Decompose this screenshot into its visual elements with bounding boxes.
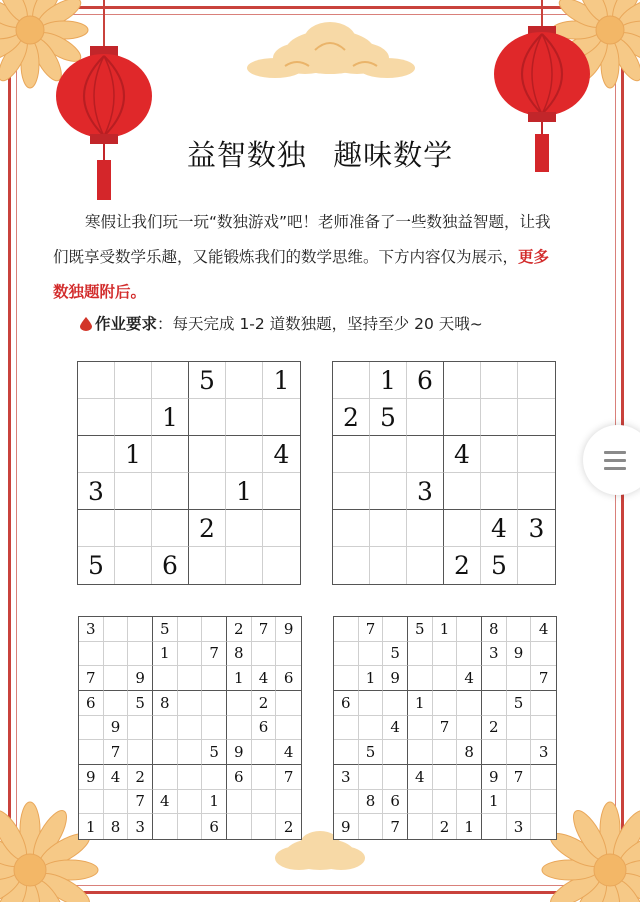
sudoku-cell — [263, 399, 300, 436]
sudoku-cell — [78, 362, 115, 399]
sudoku-cell — [457, 617, 482, 642]
sudoku-cell: 2 — [283, 817, 294, 836]
sudoku-cell: 3 — [482, 642, 507, 667]
sudoku-cell: 3 — [79, 617, 104, 642]
sudoku-cell — [359, 716, 384, 741]
sudoku-cell: 4 — [444, 436, 481, 473]
sudoku-cell: 4 — [263, 436, 300, 473]
sudoku-cell — [383, 617, 408, 642]
sudoku-cell: 9 — [334, 814, 359, 839]
sudoku-cell — [189, 473, 226, 510]
sudoku-cell — [334, 642, 359, 667]
sudoku-cell: 6 — [152, 547, 189, 584]
sudoku-cell: 9 — [276, 617, 301, 642]
sudoku-cell — [189, 547, 226, 584]
homework-requirement — [80, 312, 600, 334]
sudoku-cell — [178, 617, 203, 642]
sudoku-cell — [227, 716, 252, 741]
sudoku-cell — [276, 691, 301, 716]
sudoku-cell — [227, 691, 252, 716]
sudoku-cell: 6 — [383, 790, 408, 815]
sudoku-cell: 4 — [481, 510, 518, 547]
sudoku-cell: 5 — [507, 691, 532, 716]
sudoku-cell — [433, 740, 458, 765]
sudoku-cell — [333, 362, 370, 399]
sudoku-cell — [457, 642, 482, 667]
menu-icon-bar — [604, 467, 626, 470]
sudoku-cell — [178, 765, 203, 790]
sudoku-cell — [370, 436, 407, 473]
sudoku-cell — [531, 790, 556, 815]
sudoku-cell — [444, 510, 481, 547]
sudoku-cell — [104, 617, 129, 642]
sudoku-cell — [507, 716, 532, 741]
sudoku-cell: 2 — [333, 399, 370, 436]
sudoku-cell — [334, 617, 359, 642]
sudoku-cell — [359, 814, 384, 839]
sudoku-cell — [482, 740, 507, 765]
sudoku-cell: 1 — [227, 666, 252, 691]
sudoku-cell — [152, 436, 189, 473]
lantern-icon — [52, 0, 156, 205]
sudoku-cell — [252, 790, 277, 815]
sudoku-cell — [252, 765, 277, 790]
sudoku-cell: 3 — [128, 814, 153, 839]
sudoku-cell: 1 — [202, 790, 227, 815]
sudoku-cell — [128, 740, 153, 765]
sudoku-cell: 1 — [408, 691, 433, 716]
sudoku-cell — [189, 399, 226, 436]
sudoku-cell: 4 — [153, 790, 178, 815]
sudoku-cell: 2 — [433, 814, 458, 839]
intro-highlight: 更多数独题附后。 — [53, 248, 550, 301]
sudoku-cell — [531, 691, 556, 716]
sudoku-cell: 1 — [226, 473, 263, 510]
sudoku-cell — [457, 765, 482, 790]
sudoku-cell — [79, 716, 104, 741]
sudoku-cell — [334, 790, 359, 815]
lantern-icon — [490, 0, 594, 205]
sudoku-cell — [153, 740, 178, 765]
sudoku-cell — [333, 473, 370, 510]
sudoku-cell — [178, 691, 203, 716]
sudoku-cell: 7 — [531, 666, 556, 691]
homework-text: ：每天完成 1-2 道数独题，坚持至少 20 天哦~ — [157, 315, 483, 333]
sudoku-cell — [407, 510, 444, 547]
sudoku-cell: 2 — [227, 617, 252, 642]
sudoku-cell: 7 — [433, 716, 458, 741]
sudoku-cell — [507, 617, 532, 642]
sudoku-cell: 9 — [507, 642, 532, 667]
sudoku-cell: 5 — [370, 399, 407, 436]
sudoku-cell: 8 — [104, 814, 129, 839]
sudoku-cell — [370, 547, 407, 584]
sudoku-cell — [263, 473, 300, 510]
sudoku-cell — [227, 790, 252, 815]
sudoku-grid-9x9 — [78, 616, 302, 840]
sudoku-cell — [79, 740, 104, 765]
sudoku-cell — [252, 814, 277, 839]
sudoku-cell: 3 — [518, 510, 555, 547]
sudoku-cell: 4 — [408, 765, 433, 790]
sudoku-cell: 9 — [383, 666, 408, 691]
sudoku-cell — [78, 399, 115, 436]
sudoku-cell: 5 — [481, 547, 518, 584]
sudoku-cell — [518, 436, 555, 473]
sudoku-cell: 5 — [408, 617, 433, 642]
sudoku-grid-9x9 — [333, 616, 557, 840]
sudoku-cell: 9 — [79, 765, 104, 790]
sudoku-cell: 2 — [128, 765, 153, 790]
drop-icon — [80, 317, 92, 331]
sudoku-cell — [518, 547, 555, 584]
sudoku-cell — [115, 510, 152, 547]
sudoku-cell — [481, 436, 518, 473]
sudoku-cell — [408, 814, 433, 839]
sudoku-cell — [333, 436, 370, 473]
sudoku-cell: 4 — [252, 666, 277, 691]
sudoku-cell: 6 — [276, 666, 301, 691]
sudoku-cell — [408, 790, 433, 815]
sudoku-cell — [359, 765, 384, 790]
sudoku-cell — [226, 399, 263, 436]
sudoku-cell — [79, 642, 104, 667]
sudoku-cell — [457, 716, 482, 741]
sudoku-cell — [407, 399, 444, 436]
sudoku-cell — [433, 666, 458, 691]
sudoku-cell: 1 — [263, 362, 300, 399]
sudoku-cell: 3 — [78, 473, 115, 510]
sudoku-cell: 7 — [202, 642, 227, 667]
sudoku-cell — [104, 691, 129, 716]
sudoku-cell: 5 — [383, 642, 408, 667]
sudoku-cell — [276, 642, 301, 667]
sudoku-cell — [128, 617, 153, 642]
sudoku-cell: 8 — [227, 642, 252, 667]
sudoku-cell — [383, 765, 408, 790]
sudoku-cell — [115, 362, 152, 399]
sudoku-cell: 9 — [227, 740, 252, 765]
sudoku-cell: 5 — [189, 362, 226, 399]
sudoku-cell: 6 — [202, 814, 227, 839]
sudoku-cell — [115, 473, 152, 510]
sudoku-cell: 2 — [444, 547, 481, 584]
sudoku-cell: 4 — [531, 617, 556, 642]
sudoku-cell: 2 — [482, 716, 507, 741]
sudoku-cell — [333, 547, 370, 584]
menu-icon-bar — [604, 459, 626, 462]
sudoku-cell: 3 — [507, 814, 532, 839]
intro-text: 寒假让我们玩一玩“数独游戏”吧！老师准备了一些数独益智题，让我们既享受数学乐趣，又能锻炼我们的数学思维。下方内容仅为展示， — [53, 213, 551, 266]
sudoku-cell: 8 — [359, 790, 384, 815]
sudoku-cell: 9 — [104, 716, 129, 741]
sudoku-cell — [408, 642, 433, 667]
sudoku-cell — [226, 547, 263, 584]
sudoku-cell: 6 — [334, 691, 359, 716]
sudoku-cell: 1 — [433, 617, 458, 642]
title-part-1: 益智数独 — [186, 138, 307, 172]
sudoku-cell — [457, 790, 482, 815]
sudoku-cell: 1 — [482, 790, 507, 815]
sudoku-cell — [481, 362, 518, 399]
sudoku-cell — [433, 790, 458, 815]
sudoku-cell — [334, 716, 359, 741]
sudoku-cell — [481, 399, 518, 436]
sudoku-cell — [152, 510, 189, 547]
sudoku-cell: 4 — [276, 740, 301, 765]
sudoku-cell — [334, 666, 359, 691]
sudoku-cell — [383, 740, 408, 765]
sudoku-cell — [153, 666, 178, 691]
homework-label: 作业要求 — [95, 315, 158, 333]
sudoku-cell — [518, 399, 555, 436]
sudoku-cell: 7 — [128, 790, 153, 815]
sudoku-cell — [252, 642, 277, 667]
sudoku-cell — [333, 510, 370, 547]
sudoku-cell — [531, 765, 556, 790]
sudoku-cell — [128, 716, 153, 741]
sudoku-cell — [263, 547, 300, 584]
sudoku-cell — [78, 510, 115, 547]
sudoku-cell — [481, 473, 518, 510]
sudoku-cell — [115, 547, 152, 584]
sudoku-cell: 5 — [202, 740, 227, 765]
sudoku-cell: 1 — [370, 362, 407, 399]
sudoku-cell: 3 — [334, 765, 359, 790]
sudoku-cell: 1 — [359, 666, 384, 691]
sudoku-cell: 1 — [152, 399, 189, 436]
sudoku-cell: 1 — [457, 814, 482, 839]
sudoku-cell: 3 — [531, 740, 556, 765]
sudoku-cell: 6 — [79, 691, 104, 716]
sudoku-cell — [178, 740, 203, 765]
sudoku-cell — [408, 666, 433, 691]
sudoku-cell: 7 — [79, 666, 104, 691]
sudoku-cell: 2 — [252, 691, 277, 716]
sudoku-cell — [276, 790, 301, 815]
sudoku-cell: 4 — [457, 666, 482, 691]
sudoku-cell — [189, 436, 226, 473]
sudoku-cell: 9 — [482, 765, 507, 790]
sudoku-cell — [482, 814, 507, 839]
sudoku-cell: 1 — [153, 642, 178, 667]
sudoku-cell — [433, 765, 458, 790]
sudoku-cell — [408, 716, 433, 741]
sudoku-cell: 1 — [115, 436, 152, 473]
sudoku-cell — [178, 790, 203, 815]
sudoku-grid-6x6 — [77, 361, 301, 585]
sudoku-grid-6x6 — [332, 361, 556, 585]
sudoku-cell — [226, 362, 263, 399]
sudoku-cell: 5 — [78, 547, 115, 584]
sudoku-cell: 8 — [482, 617, 507, 642]
sudoku-cell — [153, 814, 178, 839]
sudoku-cell — [226, 436, 263, 473]
sudoku-cell — [407, 547, 444, 584]
sudoku-cell — [178, 814, 203, 839]
sudoku-cell — [482, 666, 507, 691]
title-part-2: 趣味数学 — [333, 138, 454, 172]
sudoku-cell — [407, 436, 444, 473]
sudoku-cell — [433, 691, 458, 716]
sudoku-cell — [178, 716, 203, 741]
sudoku-cell: 6 — [407, 362, 444, 399]
sudoku-cell — [531, 814, 556, 839]
sudoku-cell — [334, 740, 359, 765]
sudoku-cell: 8 — [153, 691, 178, 716]
sudoku-cell — [444, 473, 481, 510]
sudoku-cell — [518, 473, 555, 510]
sudoku-cell — [359, 642, 384, 667]
sudoku-cell: 7 — [359, 617, 384, 642]
sudoku-cell — [507, 740, 532, 765]
sudoku-cell — [359, 691, 384, 716]
sudoku-cell: 5 — [359, 740, 384, 765]
sudoku-cell: 7 — [104, 740, 129, 765]
sudoku-cell — [104, 642, 129, 667]
sudoku-cell: 6 — [252, 716, 277, 741]
sudoku-cell — [104, 666, 129, 691]
sudoku-cell — [202, 666, 227, 691]
sudoku-cell: 7 — [507, 765, 532, 790]
sudoku-cell — [152, 473, 189, 510]
sudoku-cell — [507, 790, 532, 815]
sudoku-cell — [227, 814, 252, 839]
sudoku-cell: 1 — [79, 814, 104, 839]
cloud-icon — [245, 14, 415, 84]
sudoku-cell — [444, 362, 481, 399]
sudoku-cell — [78, 436, 115, 473]
sudoku-cell — [153, 716, 178, 741]
sudoku-cell — [152, 362, 189, 399]
sudoku-cell: 4 — [383, 716, 408, 741]
sudoku-cell: 8 — [457, 740, 482, 765]
sudoku-cell — [482, 691, 507, 716]
sudoku-cell — [153, 765, 178, 790]
menu-icon — [604, 451, 626, 454]
sudoku-cell — [263, 510, 300, 547]
sudoku-cell: 3 — [407, 473, 444, 510]
sudoku-cell — [128, 642, 153, 667]
sudoku-cell — [202, 716, 227, 741]
sudoku-cell — [202, 765, 227, 790]
sudoku-cell: 2 — [189, 510, 226, 547]
sudoku-cell — [226, 510, 263, 547]
sudoku-cell — [507, 666, 532, 691]
sudoku-cell: 5 — [128, 691, 153, 716]
page-title — [0, 133, 640, 174]
sudoku-cell — [531, 642, 556, 667]
intro-paragraph — [53, 205, 553, 310]
sudoku-cell: 4 — [104, 765, 129, 790]
sudoku-cell — [457, 691, 482, 716]
sudoku-cell: 9 — [128, 666, 153, 691]
sudoku-cell: 6 — [227, 765, 252, 790]
sudoku-cell: 7 — [383, 814, 408, 839]
sudoku-cell — [531, 716, 556, 741]
sudoku-cell — [202, 617, 227, 642]
sudoku-cell: 5 — [153, 617, 178, 642]
sudoku-cell — [383, 691, 408, 716]
sudoku-cell — [115, 399, 152, 436]
sudoku-cell — [276, 716, 301, 741]
sudoku-cell — [408, 740, 433, 765]
sudoku-cell — [202, 691, 227, 716]
sudoku-cell — [178, 642, 203, 667]
sudoku-cell — [370, 473, 407, 510]
sudoku-cell — [252, 740, 277, 765]
sudoku-cell — [104, 790, 129, 815]
sudoku-cell: 7 — [276, 765, 301, 790]
sudoku-cell — [433, 642, 458, 667]
sudoku-cell — [370, 510, 407, 547]
sudoku-cell — [444, 399, 481, 436]
sudoku-cell — [79, 790, 104, 815]
sudoku-cell: 7 — [252, 617, 277, 642]
sudoku-cell — [178, 666, 203, 691]
sudoku-cell — [518, 362, 555, 399]
